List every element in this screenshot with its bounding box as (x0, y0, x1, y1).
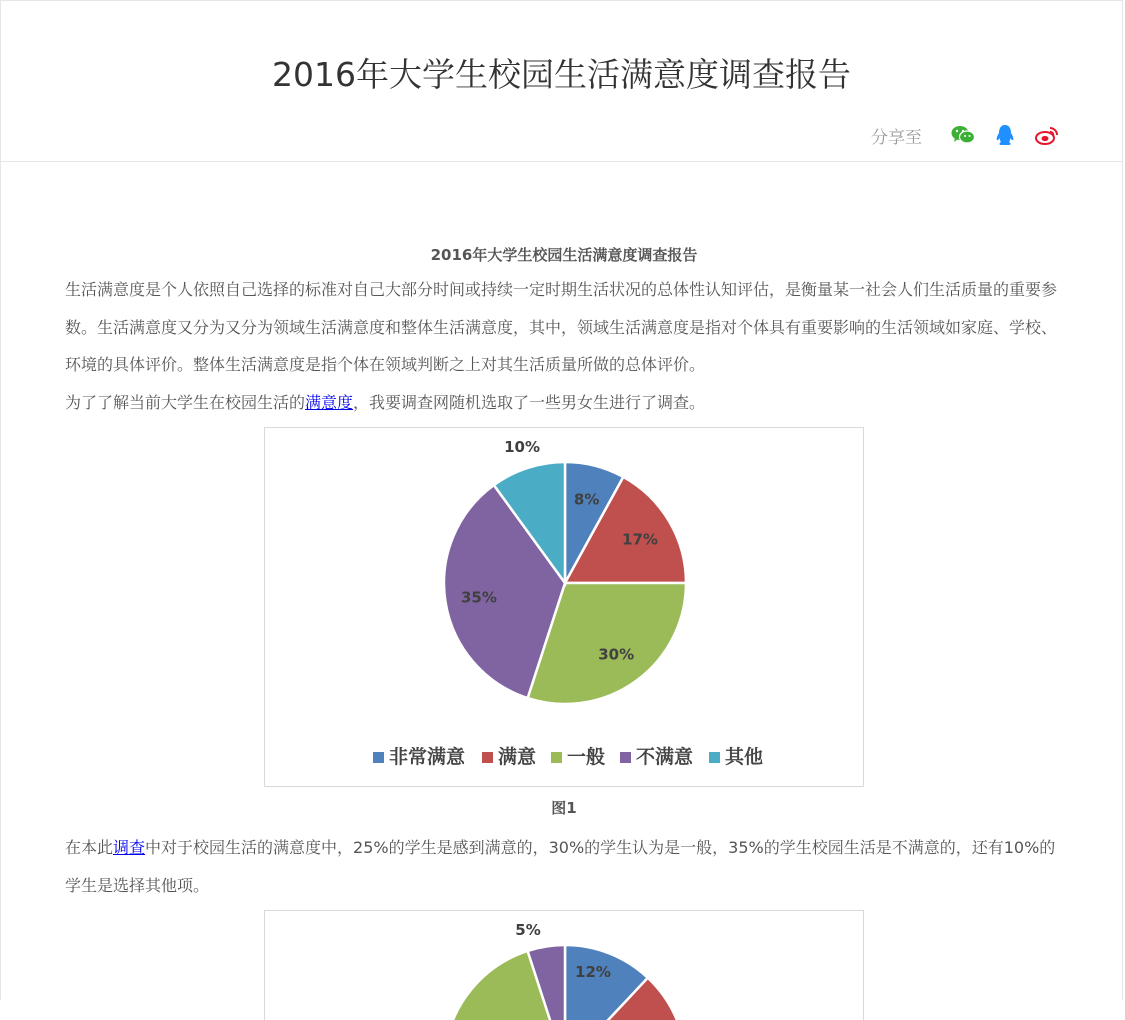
purpose-text-end: ，我要调查网随机选取了一些男女生进行了调查。 (353, 392, 706, 412)
page-title: 2016年大学生校园生活满意度调查报告 (272, 55, 851, 94)
article-heading: 2016年大学生校园生活满意度调查报告 (430, 246, 698, 264)
share-label: 分享至 (871, 127, 922, 148)
pie-chart-2 (264, 910, 864, 1020)
legend-swatch-2 (551, 752, 562, 763)
share-bar (871, 122, 1060, 148)
pie2-label-top: 5% (515, 921, 541, 939)
result-text-start: 在本此 (65, 838, 114, 857)
qq-icon[interactable] (992, 122, 1018, 148)
legend-swatch-1 (482, 752, 493, 763)
legend-swatch-4 (709, 752, 720, 763)
result-paragraph (65, 829, 1063, 904)
weibo-icon[interactable] (1034, 122, 1060, 148)
pie-chart-1-svg (265, 428, 865, 788)
intro-paragraph: 生活满意度是个人依照自己选择的标准对自己大部分时间或持续一定时期生活状况的总体性认知评估，是衡量某一社会人们生活质量的重要参数。生活满意度又分为又分为领域生活满意度和整体生活满意度，其中，领域生活满意度是指对个体具有重要影响的生活领域如家庭、学校、环境的具体评价。整体生活满意度是指个体在领域判断之上对其生活质量所做的总体评价。 (65, 280, 1058, 374)
satisfaction-link[interactable]: 满意度 (305, 392, 354, 412)
pie2-label-blue: 12% (575, 963, 611, 981)
survey-link[interactable]: 调查 (113, 838, 146, 857)
data-label-4: 10% (504, 438, 540, 456)
legend-label-2: 一般 (567, 746, 606, 768)
pie-chart-2-svg (265, 911, 864, 1020)
purpose-text-start: 为了了解当前大学生在校园生活的 (65, 392, 306, 412)
legend-label-1: 满意 (498, 746, 537, 768)
purpose-paragraph (65, 384, 1063, 422)
wechat-icon[interactable] (950, 122, 976, 148)
page-header (1, 1, 1122, 162)
result-text-end: 中对于校园生活的满意度中，25%的学生是感到满意的，30%的学生认为是一般，35%的学生校园生活是不满意的，还有10%的学生是选择其他项。 (65, 838, 1056, 895)
legend-label-0: 非常满意 (389, 746, 466, 768)
legend-swatch-0 (373, 752, 384, 763)
data-label-2: 30% (598, 645, 635, 664)
data-label-3: 35% (460, 588, 497, 607)
data-label-0: 8% (573, 490, 600, 509)
legend-label-3: 不满意 (636, 746, 694, 768)
figure-caption-1: 图1 (551, 799, 577, 817)
legend-label-4: 其他 (725, 746, 764, 768)
legend-swatch-3 (620, 752, 631, 763)
article-body (65, 239, 1063, 1020)
data-label-1: 17% (622, 530, 658, 549)
pie-chart-1 (264, 427, 864, 787)
